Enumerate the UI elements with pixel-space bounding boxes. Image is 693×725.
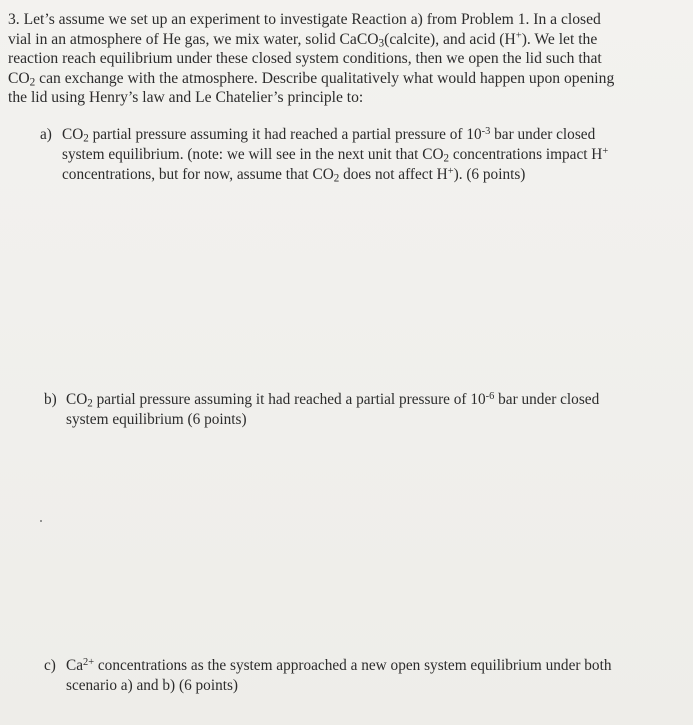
prompt-line-2: vial in an atmosphere of He gas, we mix water, solid CaCO$_3$(calcite), and acid (H+). We let the (8, 30, 598, 50)
part-b-text (66, 390, 599, 430)
part-c-text (66, 656, 611, 696)
prompt-line-3: reaction reach equilibrium under these closed system conditions, then we open the lid such that (8, 50, 602, 68)
prompt-line-5: the lid using Henry’s law and Le Chatelier’s principle to: (8, 89, 364, 107)
part-b-label: b) (44, 391, 57, 408)
part-a-text (62, 125, 608, 184)
part-b-line-1: $CO_2$ partial pressure assuming it had reached a partial pressure of $10^{-6}$ bar under closed (66, 390, 600, 410)
problem-3-prompt (8, 10, 680, 108)
part-c-label: c) (44, 657, 56, 674)
part-c-line-2: scenario a) and b) (6 points) (66, 676, 239, 694)
part-a-line-1: $CO_2$ partial pressure assuming it had reached a partial pressure of $10^{-3}$ bar under closed (62, 125, 596, 145)
part-b-line-2: system equilibrium (6 points) (66, 410, 247, 428)
part-a-label: a) (40, 126, 52, 143)
part-a-line-2: system equilibrium. (note: we will see in the next unit that $CO_2$ concentrations impact H+ (62, 145, 609, 165)
prompt-line-1: 3. Let’s assume we set up an experiment to investigate Reaction a) from Problem 1. In a closed (8, 11, 601, 28)
paper-speck (40, 520, 42, 522)
prompt-line-4: $CO_2$ can exchange with the atmosphere. Describe qualitatively what would happen upon opening (8, 69, 615, 89)
part-a-line-3: concentrations, but for now, assume that $CO_2$ does not affect H+). (6 points) (62, 165, 526, 185)
part-c-line-1: $Ca^{2+}$ concentrations as the system approached a new open system equilibrium under both (66, 656, 612, 674)
